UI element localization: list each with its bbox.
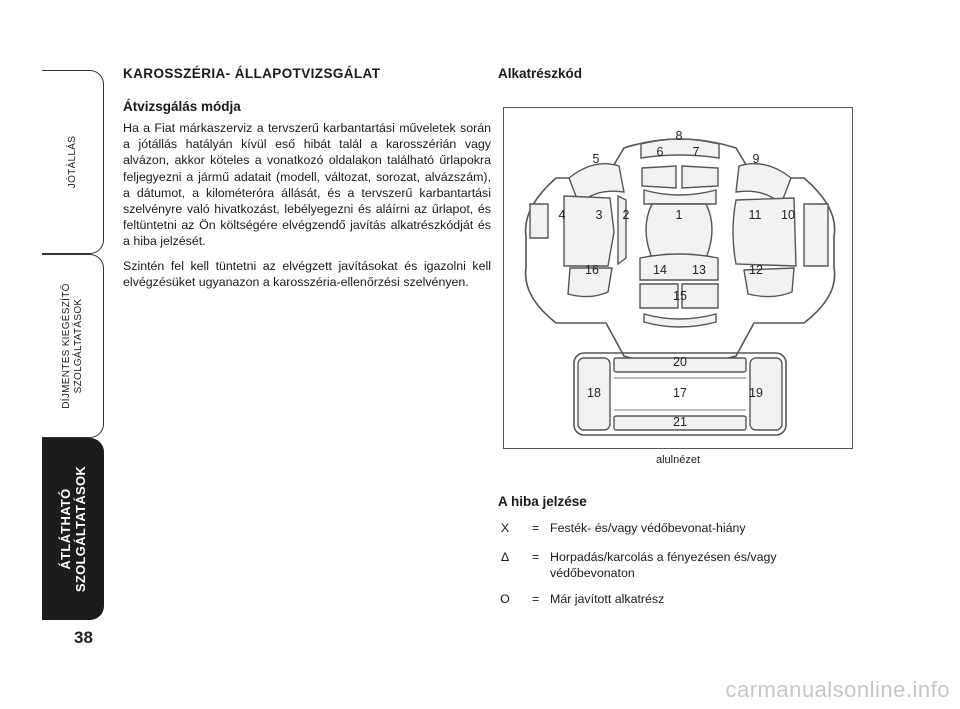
legend-symbol-triangle: ∆	[501, 550, 509, 564]
tab-atlathato-line1: ÁTLÁTHATÓ	[57, 488, 73, 570]
tab-atlathato-label	[58, 466, 88, 592]
part-number-8: 8	[675, 129, 683, 143]
part-number-15: 15	[673, 289, 687, 303]
legend-description: Festék- és/vagy védőbevonat-hiány	[550, 521, 746, 535]
part-code-title: Alkatrészkód	[498, 66, 583, 81]
car-body-diagram	[503, 107, 853, 449]
page-number: 38	[74, 628, 93, 647]
legend-symbol-x: X	[500, 521, 510, 535]
part-number-17: 17	[673, 386, 687, 400]
part-number-10: 10	[781, 208, 795, 222]
part-number-11: 11	[748, 208, 762, 222]
tab-dijmentes-line1: DÍJMENTES KIEGÉSZÍTŐ	[60, 283, 72, 409]
part-number-14: 14	[653, 263, 667, 277]
legend-description: Már javított alkatrész	[550, 592, 665, 606]
part-number-9: 9	[752, 152, 760, 166]
left-column	[123, 66, 491, 298]
legend-equals: =	[532, 592, 540, 606]
part-number-21: 21	[673, 415, 687, 429]
legend-symbol-circle: O	[500, 592, 510, 606]
part-number-1: 1	[675, 208, 683, 222]
car-body-diagram-svg	[504, 108, 854, 450]
part-number-16: 16	[585, 263, 599, 277]
error-marking-title: A hiba jelzése	[498, 494, 587, 509]
part-number-20: 20	[673, 355, 687, 369]
part-number-12: 12	[749, 263, 763, 277]
paragraph-1: Ha a Fiat márkaszerviz a tervszerű karbantartási műveletek során a jótállás hatályán kívül eső hibát talál a karosszérián vagy alvázon, akkor köteles a vonatkozó oldalakon található űrlapokra feljegyezni a jármű adatait (modell, változat, sorozat, alvázszám), a dátumot, a kilométeróra állását, és a tervszerű karbantartási szelvényre való hivatkozást, lebélyegezni és aláírni az űrlapot, és feltüntetni az Ön költségére elvégzendő javítás alkatrészkódját és a hiba jelzését.	[123, 121, 491, 249]
tab-jotallas-label: JÓTÁLLÁS	[66, 135, 78, 189]
legend-equals: =	[532, 521, 540, 535]
tab-atlathato-line2: SZOLGÁLTATÁSOK	[72, 465, 88, 593]
diagram-caption: alulnézet	[655, 454, 701, 466]
tab-jotallas[interactable]	[42, 70, 104, 254]
watermark: carmanualsonline.info	[725, 677, 950, 702]
paragraph-2: Szintén fel kell tüntetni az elvégzett javításokat és igazolni kell elvégzésüket ugyanazon a karosszéria-ellenőrzési szelvényen.	[123, 258, 491, 289]
tab-dijmentes[interactable]	[42, 254, 104, 438]
section-subtitle: Átvizsgálás módja	[123, 99, 241, 114]
legend-equals: =	[532, 550, 540, 564]
part-number-13: 13	[692, 263, 706, 277]
tab-dijmentes-line2: SZOLGÁLTATÁSOK	[72, 298, 84, 394]
part-number-19: 19	[749, 386, 763, 400]
part-number-2: 2	[622, 208, 630, 222]
tab-dijmentes-label	[61, 283, 85, 408]
part-number-7: 7	[692, 145, 700, 159]
part-number-3: 3	[595, 208, 603, 222]
legend-description: Horpadás/karcolás a fényezésen és/vagy védőbevonaton	[550, 550, 777, 581]
part-number-4: 4	[558, 208, 566, 222]
part-number-6: 6	[656, 145, 664, 159]
tab-atlathato-active[interactable]	[42, 438, 104, 620]
section-title: KAROSSZÉRIA- ÁLLAPOTVIZSGÁLAT	[123, 66, 381, 81]
part-number-18: 18	[587, 386, 601, 400]
part-number-5: 5	[592, 152, 600, 166]
